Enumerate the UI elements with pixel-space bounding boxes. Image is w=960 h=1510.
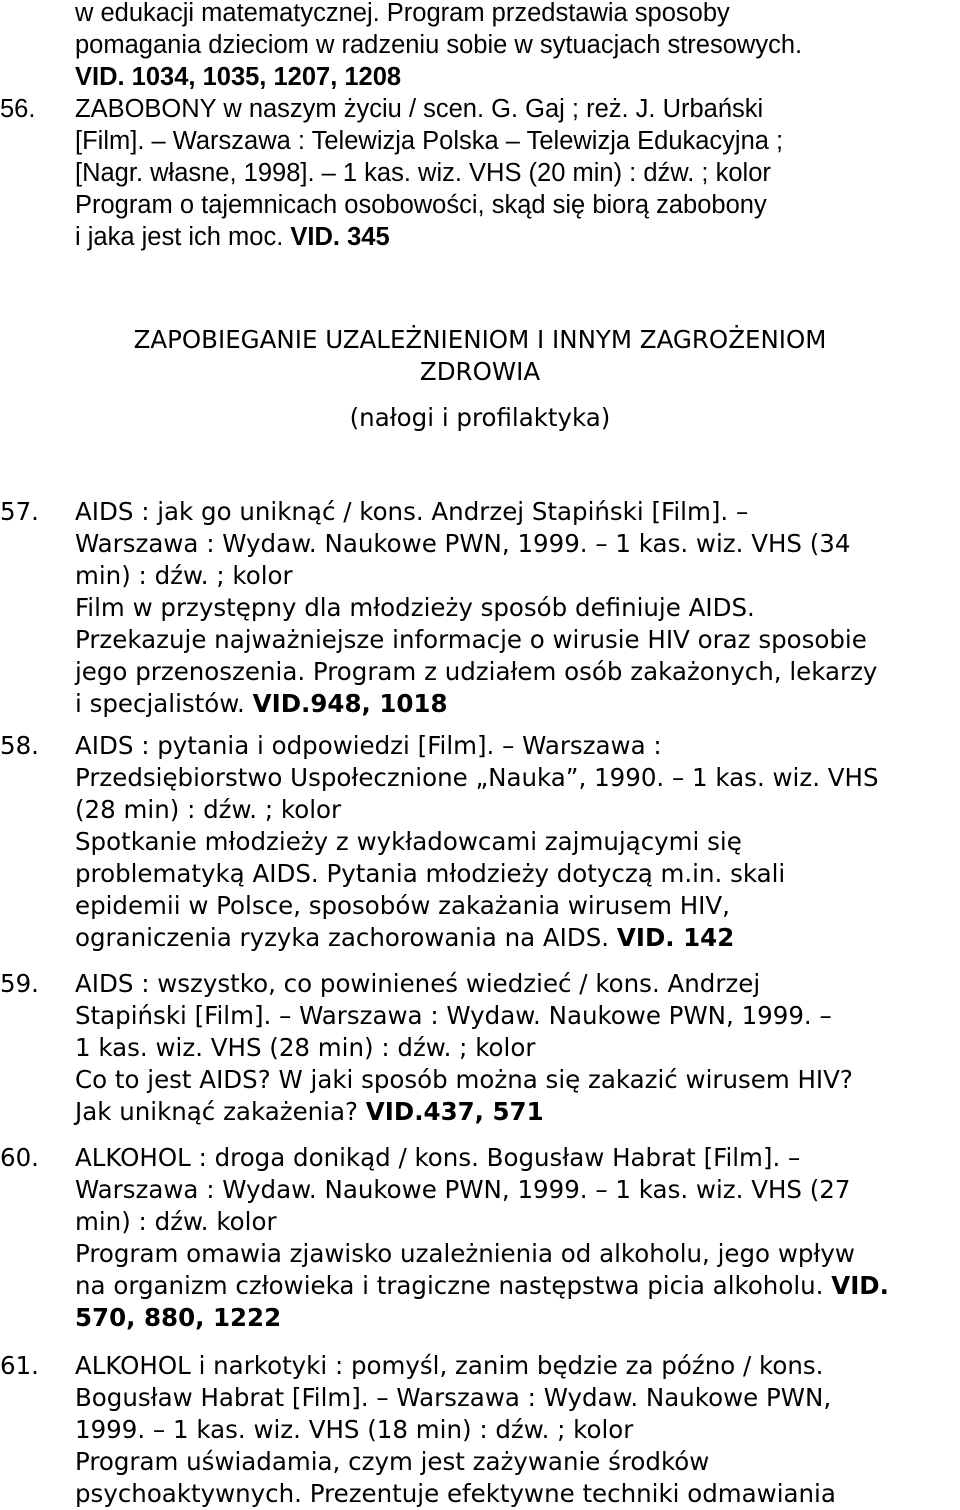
entry-number: 57. xyxy=(0,497,39,526)
text-line: Program omawia zjawisko uzależnienia od alkoholu, jego wpływ xyxy=(75,1239,855,1268)
text-line: [Nagr. własne, 1998]. – 1 kas. wiz. VHS (20 min) : dźw. ; kolor xyxy=(75,159,771,187)
text-line: Program o tajemnicach osobowości, skąd się biorą zabobony xyxy=(75,191,767,219)
text-line: Stapiński [Film]. – Warszawa : Wydaw. Naukowe PWN, 1999. – xyxy=(75,1001,832,1030)
text-line: ZABOBONY w naszym życiu / scen. G. Gaj ; reż. J. Urbański xyxy=(75,95,764,123)
entry-56 xyxy=(0,93,960,253)
text-line: na organizm człowieka i tragiczne następstwa picia alkoholu. xyxy=(75,1271,832,1300)
text-line: AIDS : wszystko, co powinieneś wiedzieć / kons. Andrzej xyxy=(75,969,761,998)
text-line: w edukacji matematycznej. Program przedstawia sposoby xyxy=(75,0,730,27)
text-line: Co to jest AIDS? W jaki sposób można się zakazić wirusem HIV? xyxy=(75,1065,853,1094)
vid-reference: VID. 345 xyxy=(290,223,390,251)
text-line: ograniczenia ryzyka zachorowania na AIDS. xyxy=(75,923,617,952)
vid-reference: VID.437, 571 xyxy=(365,1097,544,1126)
text-line: pomagania dzieciom w radzeniu sobie w sytuacjach stresowych. xyxy=(75,31,803,59)
text-line: AIDS : jak go uniknąć / kons. Andrzej Stapiński [Film]. – xyxy=(75,497,749,526)
text-line: jego przenoszenia. Program z udziałem osób zakażonych, lekarzy xyxy=(75,657,878,686)
text-line: min) : dźw. kolor xyxy=(75,1207,277,1236)
vid-reference: 570, 880, 1222 xyxy=(75,1303,282,1332)
section-title-line: ZAPOBIEGANIE UZALEŻNIENIOM I INNYM ZAGROŻENIOM xyxy=(133,325,827,354)
entry-61 xyxy=(0,1350,960,1510)
entry-60 xyxy=(0,1142,960,1334)
entry-number: 58. xyxy=(0,731,39,760)
text-line: Jak uniknąć zakażenia? xyxy=(75,1097,366,1126)
section-title-line: ZDROWIA xyxy=(419,357,541,386)
entry-number: 60. xyxy=(0,1143,39,1172)
text-line: psychoaktywnych. Prezentuje efektywne techniki odmawiania xyxy=(75,1479,836,1508)
text-line: (28 min) : dźw. ; kolor xyxy=(75,795,342,824)
section-subtitle: (nałogi i profilaktyka) xyxy=(349,403,611,432)
entry-57 xyxy=(0,496,960,720)
text-line: ALKOHOL i narkotyki : pomyśl, zanim będzie za późno / kons. xyxy=(75,1351,824,1380)
text-line: Bogusław Habrat [Film]. – Warszawa : Wydaw. Naukowe PWN, xyxy=(75,1383,832,1412)
text-line: Warszawa : Wydaw. Naukowe PWN, 1999. – 1 kas. wiz. VHS (34 xyxy=(75,529,851,558)
section-subtitle-wrap xyxy=(0,402,960,434)
vid-reference: VID.948, 1018 xyxy=(252,689,448,718)
text-line: Przedsiębiorstwo Uspołecznione „Nauka”, 1990. – 1 kas. wiz. VHS xyxy=(75,763,879,792)
text-line: 1999. – 1 kas. wiz. VHS (18 min) : dźw. ; kolor xyxy=(75,1415,634,1444)
entry-number: 56. xyxy=(0,95,36,123)
text-line: 1 kas. wiz. VHS (28 min) : dźw. ; kolor xyxy=(75,1033,536,1062)
text-line: Spotkanie młodzieży z wykładowcami zajmującymi się xyxy=(75,827,742,856)
section-heading xyxy=(0,324,960,388)
vid-reference: VID. 142 xyxy=(616,923,735,952)
text-line: epidemii w Polsce, sposobów zakażania wirusem HIV, xyxy=(75,891,730,920)
vid-reference: VID. xyxy=(831,1271,889,1300)
intro-continuation xyxy=(0,0,960,93)
text-line: Program uświadamia, czym jest zażywanie środków xyxy=(75,1447,710,1476)
text-line: [Film]. – Warszawa : Telewizja Polska – Telewizja Edukacyjna ; xyxy=(75,127,784,155)
text-line: AIDS : pytania i odpowiedzi [Film]. – Warszawa : xyxy=(75,731,662,760)
entry-number: 59. xyxy=(0,969,39,998)
text-line: min) : dźw. ; kolor xyxy=(75,561,293,590)
vid-reference: VID. 1034, 1035, 1207, 1208 xyxy=(75,63,402,91)
text-line: problematyką AIDS. Pytania młodzieży dotyczą m.in. skali xyxy=(75,859,786,888)
text-line: Warszawa : Wydaw. Naukowe PWN, 1999. – 1 kas. wiz. VHS (27 xyxy=(75,1175,851,1204)
text-line: i specjalistów. xyxy=(75,689,253,718)
text-line: Film w przystępny dla młodzieży sposób definiuje AIDS. xyxy=(75,593,755,622)
text-line: Przekazuje najważniejsze informacje o wirusie HIV oraz sposobie xyxy=(75,625,867,654)
entry-58 xyxy=(0,730,960,954)
text-line: i jaka jest ich moc. xyxy=(75,223,291,251)
text-line: ALKOHOL : droga donikąd / kons. Bogusław Habrat [Film]. – xyxy=(75,1143,801,1172)
entry-number: 61. xyxy=(0,1351,39,1380)
entry-59 xyxy=(0,968,960,1128)
